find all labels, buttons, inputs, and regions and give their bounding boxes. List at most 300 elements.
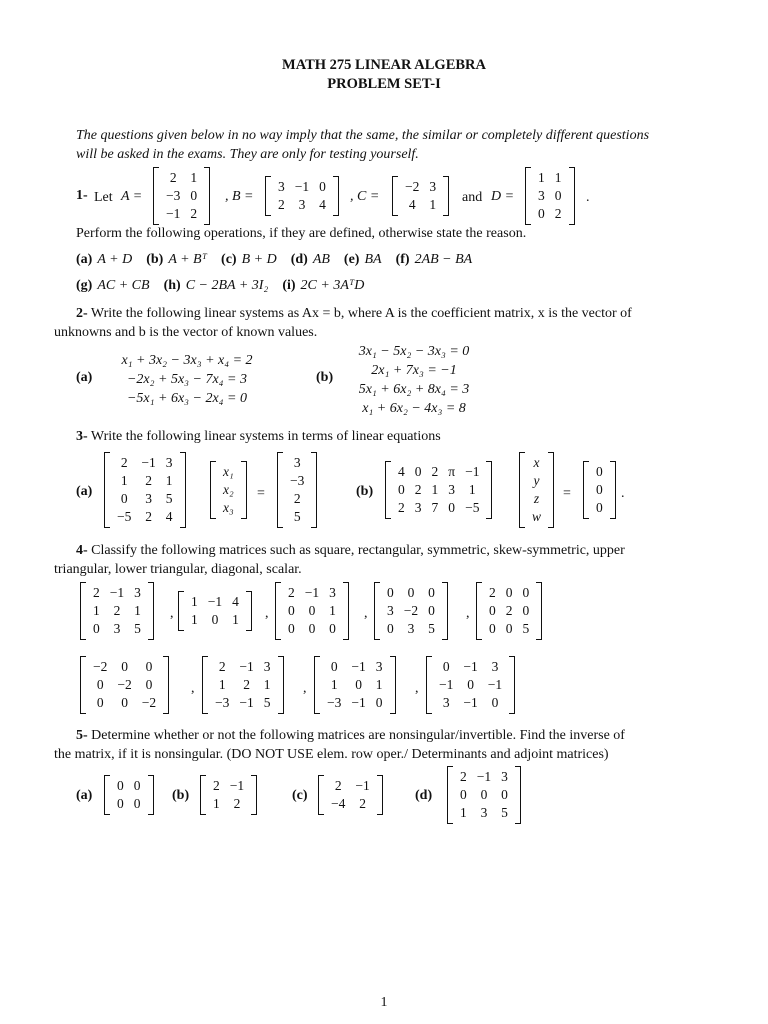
q4-text-1: Classify the following matrices such as square, rectangular, symmetric, skew-symmetric, upper (91, 543, 625, 558)
q2-line-1 (76, 304, 632, 323)
matrix-A (153, 167, 210, 225)
q3-text: Write the following linear systems in terms of linear equations (90, 429, 441, 444)
matrix-table (218, 463, 239, 517)
matrix-table (88, 658, 161, 712)
matrix-cell: 2 (145, 473, 152, 488)
matrix-table (208, 777, 249, 813)
matrix-cell: −1 (239, 659, 254, 674)
matrix-row (161, 187, 202, 205)
operation-label: (e) (343, 252, 360, 267)
matrix-cell: 0 (428, 585, 435, 600)
q4-sep-4: , (466, 606, 470, 621)
matrix-cell: 0 (414, 464, 422, 479)
matrix-cell: 0 (501, 787, 508, 802)
operation-item (76, 251, 132, 267)
q1-period: . (586, 190, 590, 205)
matrix-cell: 0 (329, 621, 336, 636)
matrix-table (527, 454, 546, 526)
matrix-cell: 0 (489, 603, 496, 618)
q1-instruction: Perform the following operations, if they are defined, otherwise state the reason. (76, 226, 527, 241)
matrix-cell: 4 (319, 197, 326, 212)
q4-matrix-7 (202, 656, 284, 714)
matrix-cell: 3 (501, 769, 508, 784)
matrix-cell: 2 (334, 778, 342, 793)
matrix-row (533, 205, 567, 223)
matrix-B (265, 176, 339, 216)
intro-line-1: The questions given below in no way imply that the same, the similar or completely different questions (76, 128, 650, 143)
q2-text-1: Write the following linear systems as Ax = b, where A is the coefficient matrix, x is the vector of (90, 306, 632, 321)
matrix-row (455, 786, 513, 804)
equation-line: 2x₁ + 7x₃ = −1 (371, 363, 457, 378)
q5-text-2: the matrix, if it is nonsingular. (DO NOT USE elem. row oper./ Determinants and adjoint matrices) (54, 747, 609, 762)
matrix-cell: 1 (330, 677, 338, 692)
matrix-cell: 0 (121, 695, 128, 710)
operation-expression: A + Bᵀ (168, 252, 208, 267)
matrix-row (285, 454, 309, 472)
matrix-cell: 0 (596, 464, 603, 479)
matrix-cell: 1 (191, 594, 198, 609)
matrix-cell: 4 (408, 197, 416, 212)
matrix-cell: 2 (288, 585, 295, 600)
matrix-cell: −1 (439, 677, 454, 692)
matrix-cell: 1 (232, 612, 239, 627)
matrix-cell: −2 (93, 659, 108, 674)
matrix-cell: 3 (414, 500, 422, 515)
matrix-cell: 0 (428, 603, 435, 618)
matrix-table (326, 777, 375, 813)
matrix-table (285, 454, 309, 526)
matrix-cell: −1 (465, 464, 480, 479)
matrix-table (322, 658, 388, 712)
operation-expression: AC + CB (97, 278, 150, 293)
matrix-cell: −5 (465, 500, 480, 515)
matrix-cell: 3 (448, 482, 456, 497)
matrix-row (533, 187, 567, 205)
matrix-cell: 3 (375, 659, 383, 674)
matrix-table (533, 169, 567, 223)
matrix-cell: 0 (407, 585, 415, 600)
intro-line-2: will be asked in the exams. They are only for testing yourself. (76, 147, 419, 162)
matrix-row (322, 676, 388, 694)
matrix-row (88, 694, 161, 712)
matrix-row (273, 196, 331, 214)
matrix-cell: 5 (522, 621, 530, 636)
matrix-cell: 1 (468, 482, 476, 497)
matrix-cell: 0 (596, 500, 603, 515)
matrix-cell: −2 (117, 677, 132, 692)
q5-b-label: (b) (172, 788, 190, 803)
matrix-cell: 0 (460, 787, 467, 802)
q3-a-coefficient-matrix (104, 452, 186, 528)
operation-label: (d) (290, 252, 308, 267)
q4-matrix-8 (314, 656, 396, 714)
operation-label: (h) (163, 278, 181, 293)
matrix-cell: 3 (442, 695, 450, 710)
matrix-row (112, 777, 146, 795)
matrix-cell: 3 (298, 197, 306, 212)
operation-label: (c) (221, 252, 237, 267)
matrix-cell: −4 (331, 796, 346, 811)
matrix-cell: −1 (109, 585, 125, 600)
matrix-row (208, 777, 249, 795)
matrix-cell: 5 (428, 621, 435, 636)
matrix-C (392, 176, 449, 216)
matrix-D (525, 167, 575, 225)
page-title: MATH 275 LINEAR ALGEBRA (282, 57, 486, 73)
q3-b-rhs (583, 461, 616, 519)
matrix-cell: −1 (141, 455, 156, 470)
q1-a-eq: A = (121, 189, 143, 204)
matrix-row (400, 178, 441, 196)
matrix-cell: 2 (359, 796, 366, 811)
matrix-cell: 0 (121, 659, 128, 674)
matrix-table (393, 463, 484, 517)
operation-item (76, 277, 150, 293)
operation-label: (a) (76, 252, 93, 267)
matrix-cell: x₃ (223, 500, 234, 515)
matrix-cell: 0 (93, 621, 100, 636)
matrix-row (455, 768, 513, 786)
operation-item (164, 277, 269, 293)
matrix-row (326, 777, 375, 795)
matrix-row (455, 804, 513, 822)
matrix-cell: −1 (239, 695, 254, 710)
matrix-row (484, 602, 534, 620)
matrix-cell: 3 (278, 179, 285, 194)
matrix-cell: 3 (293, 455, 301, 470)
matrix-cell: 0 (554, 188, 562, 203)
matrix-row (484, 584, 534, 602)
matrix-cell: 2 (218, 659, 226, 674)
matrix-cell: 0 (448, 500, 456, 515)
matrix-cell: 1 (460, 805, 467, 820)
q4-sep-2: , (265, 606, 269, 621)
matrix-row (434, 658, 507, 676)
matrix-cell: −1 (207, 594, 223, 609)
matrix-cell: −1 (476, 769, 492, 784)
q3-number: 3- (76, 429, 88, 444)
matrix-cell: 0 (398, 482, 405, 497)
matrix-row (186, 593, 244, 611)
matrix-cell: 0 (96, 695, 104, 710)
linear-system-a (104, 351, 270, 408)
matrix-cell: 1 (431, 482, 439, 497)
matrix-cell: −2 (405, 179, 420, 194)
matrix-cell: 0 (489, 621, 496, 636)
q2-b-label: (b) (316, 370, 334, 385)
matrix-table (455, 768, 513, 822)
matrix-row (434, 676, 507, 694)
matrix-cell: 2 (505, 603, 513, 618)
matrix-cell: 0 (491, 695, 499, 710)
operation-item (221, 251, 277, 267)
matrix-cell: 0 (120, 491, 128, 506)
matrix-row (273, 178, 331, 196)
q2-a-label: (a) (76, 370, 93, 385)
matrix-cell: 3 (329, 585, 336, 600)
matrix-row (208, 795, 249, 813)
equation-line: −2x₂ + 5x₃ − 7x₄ = 3 (126, 372, 248, 387)
matrix-cell: 3 (387, 603, 394, 618)
matrix-cell: 0 (387, 621, 394, 636)
matrix-table (112, 454, 178, 526)
operation-item (291, 251, 330, 267)
q3-b-label: (b) (356, 484, 374, 499)
q5-a-label: (a) (76, 788, 93, 803)
q3-b-equals: = (563, 486, 571, 501)
q4-matrix-5 (476, 582, 542, 640)
matrix-row (88, 676, 161, 694)
matrix-cell: 3 (480, 805, 488, 820)
matrix-cell: 0 (442, 659, 450, 674)
matrix-cell: 5 (501, 805, 508, 820)
matrix-cell: 0 (387, 585, 394, 600)
matrix-cell: −3 (215, 695, 230, 710)
q5-text-1: Determine whether or not the following matrices are nonsingular/invertible. Find the inverse of (91, 728, 625, 743)
q5-d-label: (d) (415, 788, 433, 803)
matrix-cell: −2 (403, 603, 419, 618)
matrix-cell: 1 (190, 170, 198, 185)
matrix-row (112, 472, 178, 490)
matrix-row (218, 499, 239, 517)
matrix-row (88, 620, 146, 638)
matrix-cell: 0 (190, 188, 198, 203)
matrix-row (283, 620, 341, 638)
matrix-cell: 0 (355, 677, 362, 692)
q4-matrix-9 (426, 656, 515, 714)
operation-item (146, 251, 207, 267)
q4-matrix-2 (178, 591, 252, 631)
operation-expression: A + D (97, 252, 133, 267)
matrix-cell: 5 (134, 621, 141, 636)
matrix-row (283, 602, 341, 620)
operation-item (344, 251, 382, 267)
matrix-cell: 2 (398, 500, 405, 515)
q4-sep-6: , (303, 681, 307, 696)
matrix-table (591, 463, 608, 517)
q4-number: 4- (76, 543, 88, 558)
matrix-row (112, 490, 178, 508)
matrix-table (88, 584, 146, 638)
q5-matrix-d (447, 766, 521, 824)
matrix-cell: x₂ (223, 482, 234, 497)
matrix-cell: 0 (480, 787, 488, 802)
matrix-cell: 0 (211, 612, 219, 627)
matrix-row (527, 508, 546, 526)
matrix-cell: 0 (330, 659, 338, 674)
matrix-cell: 7 (431, 500, 439, 515)
q1-d-eq: D = (491, 189, 515, 204)
matrix-cell: 2 (293, 491, 301, 506)
matrix-cell: 2 (113, 603, 121, 618)
matrix-cell: 2 (145, 509, 152, 524)
matrix-table (186, 593, 244, 629)
matrix-cell: −1 (304, 585, 320, 600)
operation-item (396, 251, 473, 267)
matrix-cell: −3 (327, 695, 342, 710)
matrix-row (112, 454, 178, 472)
matrix-table (210, 658, 276, 712)
matrix-cell: 1 (191, 612, 198, 627)
matrix-row (322, 658, 388, 676)
matrix-row (382, 584, 440, 602)
matrix-cell: −3 (166, 188, 181, 203)
matrix-cell: −1 (355, 778, 370, 793)
q5-matrix-c (318, 775, 383, 815)
matrix-cell: 1 (375, 677, 383, 692)
matrix-cell: 0 (505, 585, 513, 600)
matrix-row (285, 490, 309, 508)
matrix-cell: −1 (229, 778, 245, 793)
matrix-cell: 0 (308, 603, 316, 618)
matrix-row (285, 472, 309, 490)
matrix-row (218, 481, 239, 499)
operation-item (282, 277, 364, 293)
matrix-cell: 4 (232, 594, 239, 609)
q4-sep-1: , (170, 606, 174, 621)
matrix-table (112, 777, 146, 813)
operation-expression: AB (312, 252, 330, 267)
operation-expression: C − 2BA + 3I₂ (185, 278, 269, 293)
matrix-table (382, 584, 440, 638)
matrix-row (112, 508, 178, 526)
matrix-cell: 2 (278, 197, 285, 212)
matrix-cell: 2 (431, 464, 439, 479)
matrix-cell: 0 (288, 621, 295, 636)
matrix-row (322, 694, 388, 712)
matrix-cell: 2 (554, 206, 562, 221)
q3-line (76, 427, 441, 446)
matrix-row (591, 481, 608, 499)
matrix-cell: 2 (93, 585, 100, 600)
operation-expression: 2AB − BA (414, 252, 473, 267)
matrix-cell: 3 (407, 621, 415, 636)
equation-line: x₁ + 3x₂ − 3x₃ + x₄ = 2 (121, 353, 253, 368)
q4-matrix-1 (80, 582, 154, 640)
matrix-cell: 1 (329, 603, 336, 618)
matrix-row (527, 490, 546, 508)
matrix-row (484, 620, 534, 638)
equation-line: 3x₁ − 5x₂ − 3x₃ = 0 (358, 344, 470, 359)
operation-label: (i) (282, 278, 296, 293)
matrix-cell: x (533, 455, 540, 470)
matrix-cell: −3 (290, 473, 305, 488)
matrix-cell: 0 (467, 677, 474, 692)
matrix-cell: 3 (429, 179, 437, 194)
q4-sep-3: , (364, 606, 368, 621)
matrix-cell: 1 (165, 473, 173, 488)
matrix-table (484, 584, 534, 638)
matrix-cell: 3 (263, 659, 271, 674)
operation-expression: B + D (241, 252, 277, 267)
matrix-cell: 0 (145, 659, 153, 674)
q4-sep-7: , (415, 681, 419, 696)
matrix-cell: 0 (505, 621, 513, 636)
operation-label: (f) (395, 252, 410, 267)
matrix-row (210, 676, 276, 694)
matrix-cell: 2 (120, 455, 128, 470)
matrix-cell: 2 (489, 585, 496, 600)
matrix-cell: 0 (319, 179, 326, 194)
operation-expression: BA (364, 252, 382, 267)
matrix-table (273, 178, 331, 214)
matrix-row (285, 508, 309, 526)
matrix-row (88, 602, 146, 620)
page-number: 1 (380, 995, 388, 1010)
q4-matrix-3 (275, 582, 349, 640)
matrix-cell: 0 (145, 677, 153, 692)
matrix-cell: −1 (351, 659, 366, 674)
matrix-cell: 0 (288, 603, 295, 618)
matrix-cell: 3 (134, 585, 141, 600)
matrix-cell: 5 (293, 509, 301, 524)
matrix-cell: −1 (166, 206, 181, 221)
q3-a-unknowns (210, 461, 247, 519)
matrix-row (283, 584, 341, 602)
matrix-row (161, 205, 202, 223)
q4-matrix-6 (80, 656, 169, 714)
equation-line: 5x₁ + 6x₂ + 8x₄ = 3 (358, 382, 470, 397)
matrix-table (283, 584, 341, 638)
q5-c-label: (c) (292, 788, 308, 803)
matrix-cell: 4 (398, 464, 405, 479)
matrix-cell: 2 (169, 170, 177, 185)
matrix-row (326, 795, 375, 813)
matrix-cell: 1 (213, 796, 220, 811)
matrix-cell: 1 (93, 603, 100, 618)
operation-expression: 2C + 3AᵀD (300, 278, 365, 293)
q5-number: 5- (76, 728, 88, 743)
q1-let: Let (94, 190, 113, 205)
matrix-row (382, 620, 440, 638)
matrix-table (434, 658, 507, 712)
matrix-table (161, 169, 202, 223)
matrix-row (161, 169, 202, 187)
q4-line-1 (76, 541, 625, 560)
q1-c-eq: , C = (350, 189, 380, 204)
matrix-cell: 5 (263, 695, 271, 710)
matrix-row (112, 795, 146, 813)
q4-text-2: triangular, lower triangular, diagonal, scalar. (54, 562, 302, 577)
matrix-cell: 1 (218, 677, 226, 692)
matrix-row (400, 196, 441, 214)
matrix-cell: 0 (117, 796, 124, 811)
matrix-cell: 3 (145, 491, 152, 506)
q1-number: 1- (76, 188, 88, 203)
matrix-cell: x₁ (223, 464, 234, 479)
matrix-cell: 0 (538, 206, 545, 221)
matrix-cell: 2 (243, 677, 250, 692)
matrix-cell: z (533, 491, 540, 506)
matrix-cell: 0 (133, 796, 141, 811)
matrix-row (434, 694, 507, 712)
q5-line-1 (76, 726, 625, 745)
matrix-cell: 2 (233, 796, 241, 811)
operation-label: (g) (76, 278, 93, 293)
matrix-cell: −2 (141, 695, 157, 710)
matrix-cell: 2 (460, 769, 467, 784)
matrix-cell: 1 (554, 170, 562, 185)
matrix-row (210, 694, 276, 712)
matrix-cell: 5 (165, 491, 173, 506)
matrix-row (393, 463, 484, 481)
matrix-table (400, 178, 441, 214)
matrix-row (218, 463, 239, 481)
matrix-cell: y (533, 473, 540, 488)
q5-matrix-b (200, 775, 257, 815)
matrix-cell: −5 (117, 509, 132, 524)
q3-a-rhs (277, 452, 317, 528)
